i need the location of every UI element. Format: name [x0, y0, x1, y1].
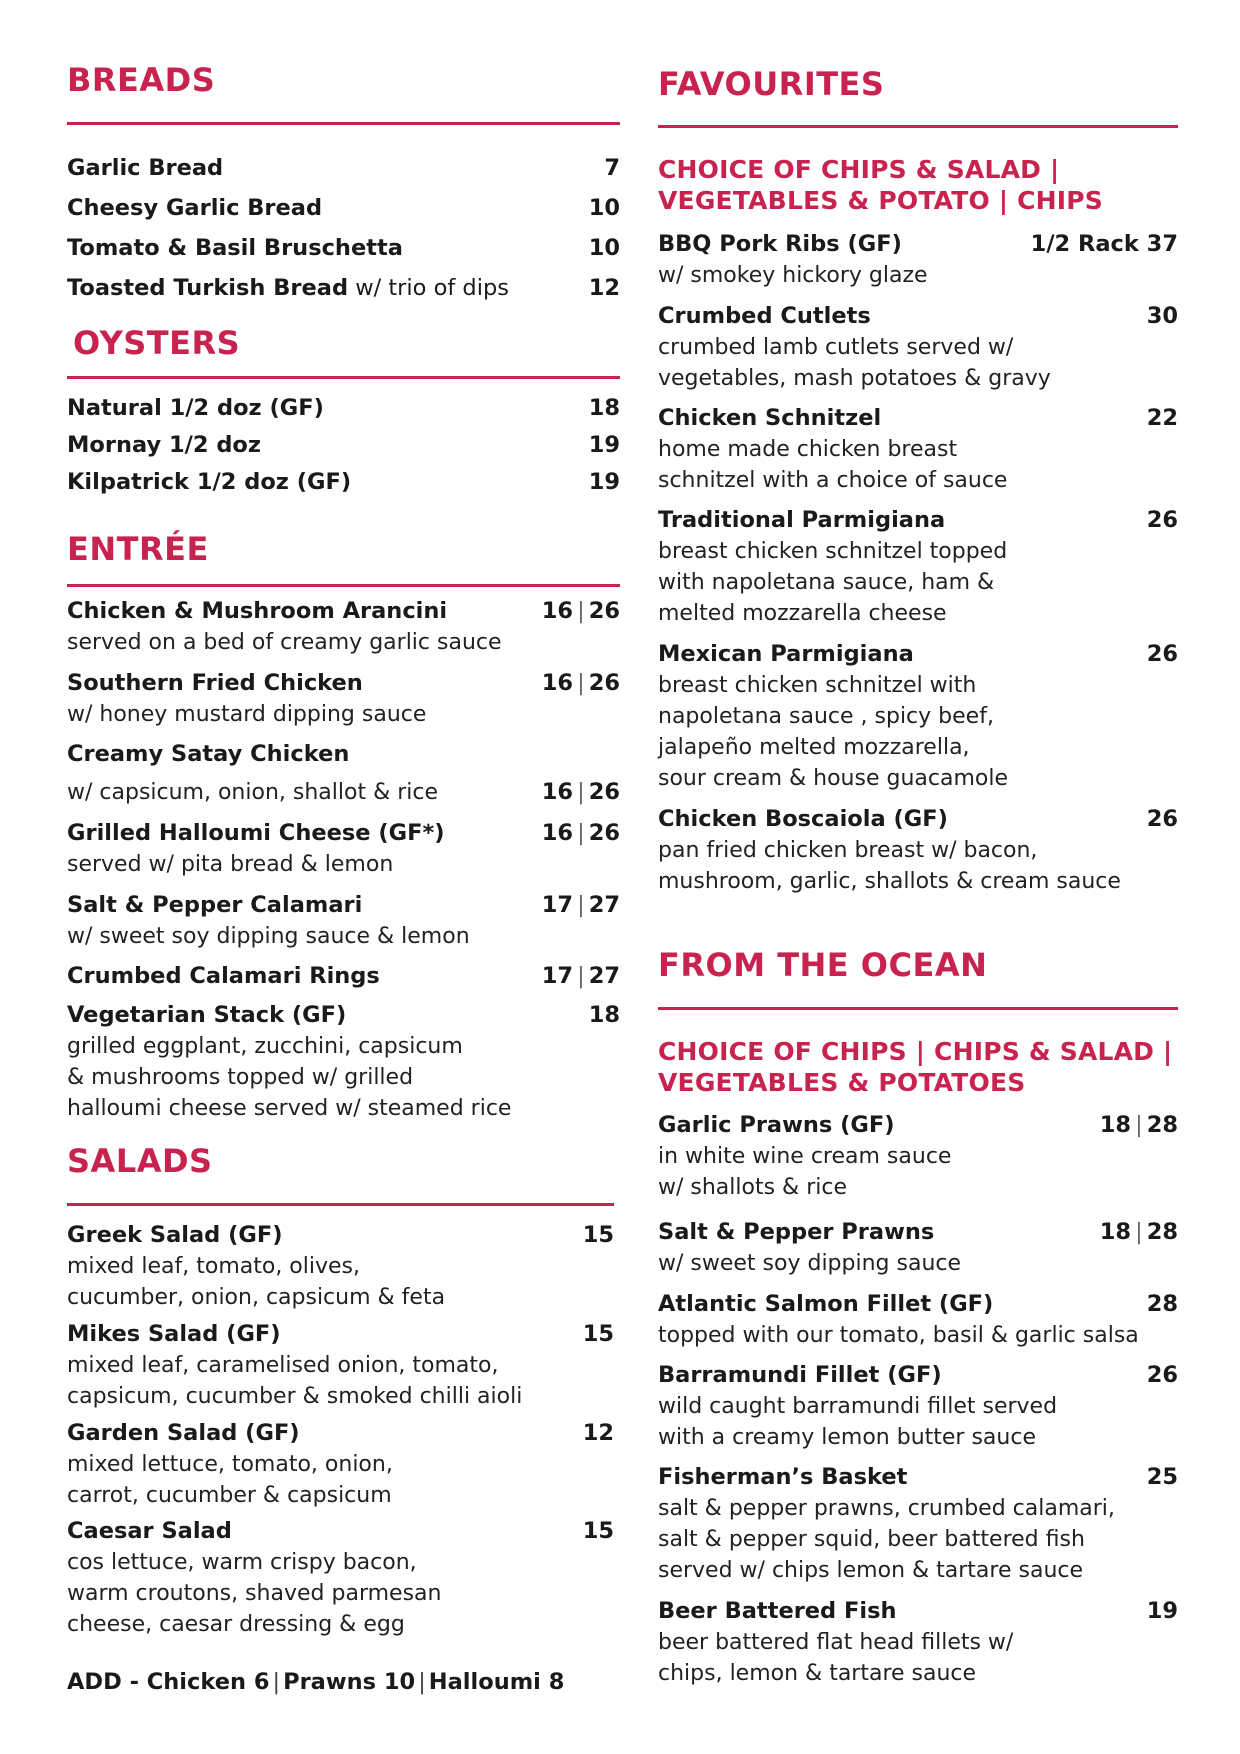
menu-item: Garden Salad (GF) 12 mixed lettuce, tomato, onion, carrot, cucumber & capsicum	[67, 1420, 614, 1508]
menu-item: Creamy Satay Chicken w/ capsicum, onion, shallot & rice 16 | 26	[67, 741, 620, 805]
menu-item: Mornay 1/2 doz 19	[67, 432, 620, 458]
menu-item: Chicken & Mushroom Arancini 16 | 26 served on a bed of creamy garlic sauce	[67, 598, 620, 655]
menu-item: Cheesy Garlic Bread 10	[67, 195, 620, 221]
menu-item: Mikes Salad (GF) 15 mixed leaf, caramelised onion, tomato, capsicum, cucumber & smoked chilli aioli	[67, 1321, 614, 1409]
breads-title: BREADS	[67, 61, 216, 99]
ocean-subheading: CHOICE OF CHIPS | CHIPS & SALAD | VEGETABLES & POTATOES	[658, 1037, 1173, 1097]
menu-item: Natural 1/2 doz (GF) 18	[67, 395, 620, 421]
menu-item: Garlic Bread 7	[67, 155, 620, 181]
menu-item: Fisherman’s Basket 25 salt & pepper prawns, crumbed calamari, salt & pepper squid, beer battered fish served w/ chips lemon & tartare sauce	[658, 1464, 1178, 1583]
menu-item: Greek Salad (GF) 15 mixed leaf, tomato, olives, cucumber, onion, capsicum & feta	[67, 1222, 614, 1310]
ocean-section	[658, 945, 1180, 1098]
breads-section	[67, 60, 627, 125]
salads-section	[67, 1141, 627, 1206]
oysters-section	[67, 323, 627, 379]
oysters-title: OYSTERS	[73, 324, 241, 362]
menu-item: Southern Fried Chicken 16 | 26 w/ honey mustard dipping sauce	[67, 670, 620, 727]
entree-section	[67, 529, 627, 587]
salads-add-ons: ADD - Chicken 6 | Prawns 10 | Halloumi 8	[67, 1669, 565, 1695]
ocean-rule	[658, 1007, 1178, 1010]
menu-item: Kilpatrick 1/2 doz (GF) 19	[67, 469, 620, 495]
menu-item: Barramundi Fillet (GF) 26 wild caught barramundi fillet served with a creamy lemon butter sauce	[658, 1362, 1178, 1450]
menu-item: Caesar Salad 15 cos lettuce, warm crispy bacon, warm croutons, shaved parmesan cheese, caesar dressing & egg	[67, 1518, 614, 1637]
menu-item: BBQ Pork Ribs (GF) 1/2 Rack 37 w/ smokey hickory glaze	[658, 231, 1178, 288]
favourites-title: FAVOURITES	[658, 65, 885, 103]
ocean-title: FROM THE OCEAN	[658, 946, 988, 984]
menu-item: Crumbed Cutlets 30 crumbed lamb cutlets served w/ vegetables, mash potatoes & gravy	[658, 303, 1178, 391]
favourites-subheading: CHOICE OF CHIPS & SALAD | VEGETABLES & POTATO | CHIPS	[658, 155, 1103, 215]
oysters-rule	[67, 376, 620, 379]
menu-item: Salt & Pepper Calamari 17 | 27 w/ sweet soy dipping sauce & lemon	[67, 892, 620, 949]
menu-item: Vegetarian Stack (GF) 18 grilled eggplant, zucchini, capsicum & mushrooms topped w/ grilled halloumi cheese served w/ steamed rice	[67, 1002, 620, 1121]
menu-item: Crumbed Calamari Rings 17 | 27	[67, 963, 620, 989]
favourites-section	[658, 64, 1180, 216]
menu-item: Garlic Prawns (GF) 18 | 28 in white wine cream sauce w/ shallots & rice	[658, 1112, 1178, 1200]
menu-item: Toasted Turkish Bread w/ trio of dips 12	[67, 275, 620, 301]
breads-rule	[67, 122, 620, 125]
salads-rule	[67, 1203, 614, 1206]
menu-item: Grilled Halloumi Cheese (GF*) 16 | 26 served w/ pita bread & lemon	[67, 820, 620, 877]
menu-item: Salt & Pepper Prawns 18 | 28 w/ sweet soy dipping sauce	[658, 1219, 1178, 1276]
menu-item: Mexican Parmigiana 26 breast chicken schnitzel with napoletana sauce , spicy beef, jalapeño melted mozzarella, sour cream & house guacamole	[658, 641, 1178, 791]
menu-item: Chicken Schnitzel 22 home made chicken breast schnitzel with a choice of sauce	[658, 405, 1178, 493]
entree-title: ENTRÉE	[67, 530, 209, 568]
menu-item: Traditional Parmigiana 26 breast chicken schnitzel topped with napoletana sauce, ham & melted mozzarella cheese	[658, 507, 1178, 626]
menu-item: Tomato & Basil Bruschetta 10	[67, 235, 620, 261]
salads-title: SALADS	[67, 1142, 213, 1180]
menu-item: Atlantic Salmon Fillet (GF) 28 topped with our tomato, basil & garlic salsa	[658, 1291, 1178, 1348]
menu-item: Chicken Boscaiola (GF) 26 pan fried chicken breast w/ bacon, mushroom, garlic, shallots & cream sauce	[658, 806, 1178, 894]
entree-rule	[67, 584, 620, 587]
favourites-rule	[658, 125, 1178, 128]
menu-item: Beer Battered Fish 19 beer battered flat head fillets w/ chips, lemon & tartare sauce	[658, 1598, 1178, 1686]
